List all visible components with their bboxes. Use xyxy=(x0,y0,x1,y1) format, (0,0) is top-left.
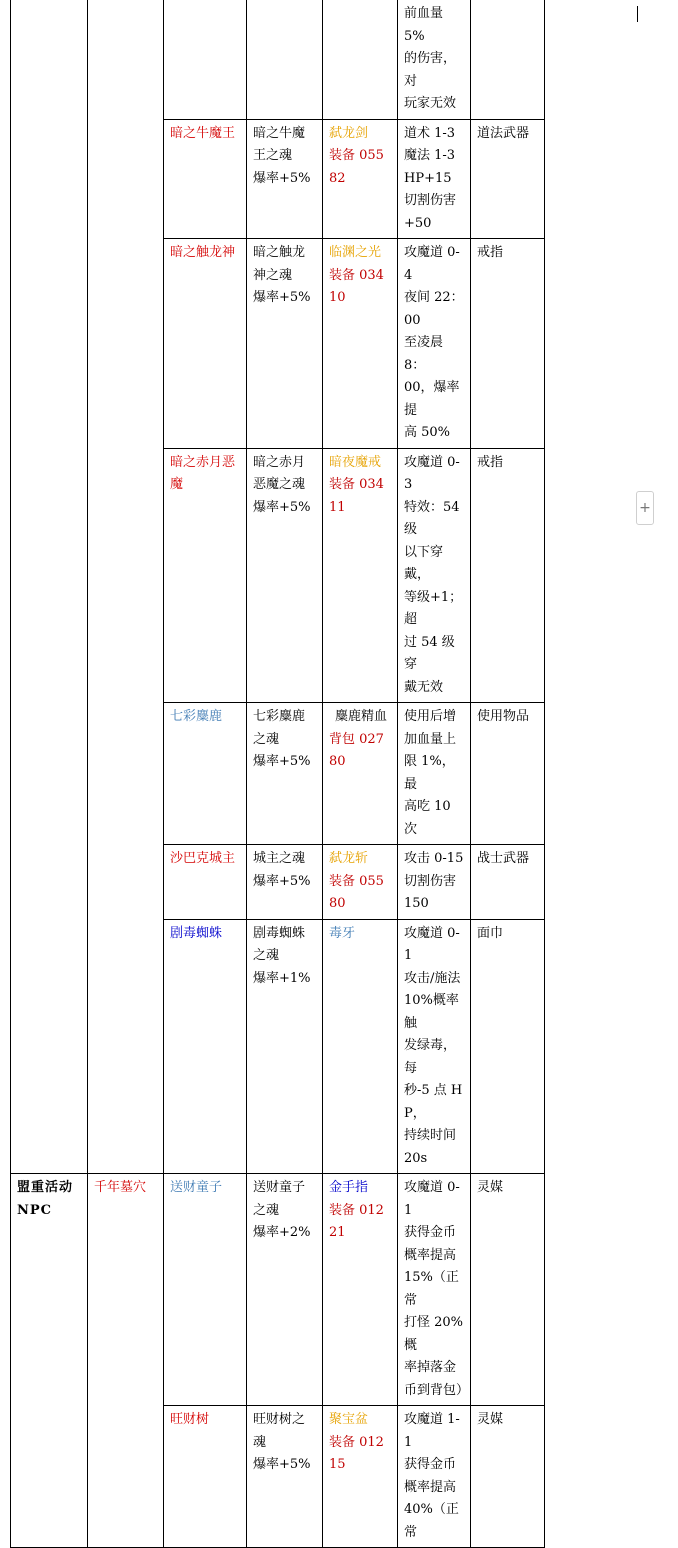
drop-line: 魂 xyxy=(253,1434,267,1450)
effect-line: 加血量上 xyxy=(404,731,457,747)
effect-cell xyxy=(398,239,471,449)
drop-line: 暗之触龙 xyxy=(253,245,306,260)
item-code: 装备 03411 xyxy=(329,477,384,515)
effect-line: 夜间 22：00 xyxy=(404,290,464,328)
effect-line: 切割伤害 xyxy=(404,873,457,889)
item-code: 装备 03410 xyxy=(329,267,384,305)
monster-cell xyxy=(164,0,247,119)
item-type: 戒指 xyxy=(477,245,504,260)
drop-line: 之魂 xyxy=(253,948,280,963)
effect-line: 的伤害，对 xyxy=(404,51,457,89)
monster-cell xyxy=(164,1174,247,1406)
item-cell xyxy=(323,0,398,119)
type-cell xyxy=(471,845,545,920)
monster-cell xyxy=(164,919,247,1174)
effect-line: 戴无效 xyxy=(404,679,444,695)
effect-cell xyxy=(398,703,471,845)
monster-name: 剧毒蜘蛛 xyxy=(170,925,223,941)
drop-line: 爆率+5% xyxy=(253,754,311,769)
effect-line: 攻魔道 0-4 xyxy=(404,245,460,283)
monster-cell xyxy=(164,845,247,920)
effect-cell xyxy=(398,119,471,239)
effect-line: 攻击/施法 xyxy=(404,970,461,986)
text-cursor xyxy=(637,6,638,22)
effect-line: 概率提高 xyxy=(404,1479,457,1495)
monster-cell xyxy=(164,1406,247,1548)
drop-line: 暗之赤月 xyxy=(253,454,306,470)
effect-line: 以下穿戴， xyxy=(404,544,444,582)
effect-line: 攻魔道 0-3 xyxy=(404,454,460,492)
table-row xyxy=(11,0,545,119)
monster-cell xyxy=(164,448,247,703)
type-cell xyxy=(471,239,545,449)
drop-line: 爆率+1% xyxy=(253,970,311,986)
drop-line: 之魂 xyxy=(253,731,280,747)
drop-line: 七彩麋鹿 xyxy=(253,709,306,724)
drop-line: 王之魂 xyxy=(253,148,293,163)
drop-cell xyxy=(247,239,323,449)
item-cell xyxy=(323,703,398,845)
item-code: 装备 01215 xyxy=(329,1434,384,1472)
npc-cell xyxy=(11,1174,88,1548)
drop-cell xyxy=(247,845,323,920)
drop-line: 暗之牛魔 xyxy=(253,125,306,141)
item-code: 背包 02780 xyxy=(329,731,384,769)
effect-line: 魔法 1-3 xyxy=(404,148,456,163)
effect-line: +50 xyxy=(404,215,432,231)
item-type: 灵媒 xyxy=(477,1180,504,1195)
effect-line: 持续时间 xyxy=(404,1128,457,1143)
effect-line: 率掉落金 xyxy=(404,1360,457,1375)
drop-line: 爆率+2% xyxy=(253,1225,311,1240)
effect-line: 使用后增 xyxy=(404,709,457,724)
effect-line: 40%（正常 xyxy=(404,1502,459,1540)
effect-line: 获得金币 xyxy=(404,1225,457,1240)
type-cell xyxy=(471,0,545,119)
effect-line: 攻击 0-15 xyxy=(404,851,464,866)
drop-line: 爆率+5% xyxy=(253,170,311,186)
table-row xyxy=(11,1174,545,1406)
item-name: 弑龙斩 xyxy=(329,851,369,866)
effect-cell xyxy=(398,845,471,920)
effect-line: 玩家无效 xyxy=(404,96,457,111)
item-cell xyxy=(323,239,398,449)
monster-name: 暗之触龙神 xyxy=(170,245,236,260)
monster-name: 暗之牛魔王 xyxy=(170,125,236,141)
item-name: 毒牙 xyxy=(329,925,356,941)
monster-name: 旺财树 xyxy=(170,1412,210,1427)
drop-line: 城主之魂 xyxy=(253,851,306,866)
item-cell xyxy=(323,1406,398,1548)
monster-name: 七彩麋鹿 xyxy=(170,709,223,724)
drop-line: 剧毒蜘蛛 xyxy=(253,925,306,941)
type-cell xyxy=(471,703,545,845)
item-name: 暗夜魔戒 xyxy=(329,454,382,470)
location-cell xyxy=(88,1174,164,1548)
item-cell xyxy=(323,919,398,1174)
location-cell xyxy=(88,0,164,1174)
effect-line: 高 50% xyxy=(404,425,451,440)
item-type: 战士武器 xyxy=(477,851,530,866)
npc-name: 盟重活动 NPC xyxy=(17,1180,74,1218)
effect-line: 00，爆率提 xyxy=(404,380,460,418)
item-cell xyxy=(323,119,398,239)
drop-cell xyxy=(247,1174,323,1406)
monster-name: 送财童子 xyxy=(170,1180,223,1195)
item-name: 弑龙剑 xyxy=(329,125,369,141)
effect-cell xyxy=(398,448,471,703)
effect-line: 等级+1；超 xyxy=(404,589,463,627)
item-name: 金手指 xyxy=(329,1180,369,1195)
drop-line: 之魂 xyxy=(253,1202,280,1218)
item-type: 使用物品 xyxy=(477,709,530,724)
effect-line: HP+15 xyxy=(404,170,452,186)
npc-cell xyxy=(11,0,88,1174)
effect-line: 限 1%，最 xyxy=(404,754,455,792)
effect-line: 发绿毒，每 xyxy=(404,1038,457,1076)
drop-cell xyxy=(247,703,323,845)
effect-line: 至凌晨 8： xyxy=(404,335,444,373)
item-type: 道法武器 xyxy=(477,125,530,141)
type-cell xyxy=(471,119,545,239)
item-cell xyxy=(323,448,398,703)
effect-cell xyxy=(398,0,471,119)
drop-line: 恶魔之魂 xyxy=(253,477,306,492)
effect-line: 币到背包） xyxy=(404,1382,470,1398)
monster-name: 暗之赤月恶魔 xyxy=(170,454,236,492)
effect-line: 10%概率触 xyxy=(404,993,459,1031)
effect-line: 攻魔道 1-1 xyxy=(404,1412,460,1450)
drop-line: 爆率+5% xyxy=(253,873,311,889)
location-name: 千年墓穴 xyxy=(94,1180,147,1195)
item-type: 灵媒 xyxy=(477,1412,504,1427)
effect-line: 获得金币 xyxy=(404,1457,457,1472)
effect-line: 攻魔道 0-1 xyxy=(404,1180,460,1218)
item-code: 装备 05580 xyxy=(329,873,384,911)
drop-cell xyxy=(247,119,323,239)
effect-line: 攻魔道 0-1 xyxy=(404,925,460,963)
drop-line: 爆率+5% xyxy=(253,1457,311,1472)
item-cell xyxy=(323,1174,398,1406)
drop-cell xyxy=(247,0,323,119)
effect-cell xyxy=(398,1406,471,1548)
drop-line: 送财童子 xyxy=(253,1180,306,1195)
effect-line: 前血量 5% xyxy=(404,6,444,44)
item-name: 临渊之光 xyxy=(329,245,382,260)
type-cell xyxy=(471,1174,545,1406)
item-name: 聚宝盆 xyxy=(329,1412,369,1427)
drop-line: 旺财树之 xyxy=(253,1412,306,1427)
type-cell xyxy=(471,919,545,1174)
add-column-button[interactable]: + xyxy=(636,491,654,525)
effect-line: 道术 1-3 xyxy=(404,125,456,141)
monster-cell xyxy=(164,119,247,239)
drop-line: 神之魂 xyxy=(253,267,293,283)
drop-cell xyxy=(247,1406,323,1548)
drop-line: 爆率+5% xyxy=(253,499,311,515)
effect-line: 特效：54 级 xyxy=(404,499,460,537)
effect-line: 切割伤害 xyxy=(404,193,457,208)
monster-name: 沙巴克城主 xyxy=(170,851,236,866)
effect-line: 150 xyxy=(404,896,429,911)
drop-table xyxy=(10,0,545,1548)
drop-line: 爆率+5% xyxy=(253,290,311,305)
item-name: 麋鹿精血 xyxy=(335,709,388,724)
effect-line: 过 54 级穿 xyxy=(404,634,455,672)
item-cell xyxy=(323,845,398,920)
drop-cell xyxy=(247,919,323,1174)
item-type: 戒指 xyxy=(477,454,504,470)
drop-cell xyxy=(247,448,323,703)
item-code: 装备 05582 xyxy=(329,148,384,186)
effect-line: 15%（正常 xyxy=(404,1270,459,1308)
effect-line: 秒-5 点 HP， xyxy=(404,1083,463,1121)
monster-cell xyxy=(164,703,247,845)
item-code: 装备 01221 xyxy=(329,1202,384,1240)
effect-line: 高吃 10 次 xyxy=(404,799,451,837)
type-cell xyxy=(471,448,545,703)
effect-line: 概率提高 xyxy=(404,1247,457,1263)
effect-line: 打怪 20%概 xyxy=(404,1315,464,1353)
effect-line: 20s xyxy=(404,1150,428,1166)
effect-cell xyxy=(398,919,471,1174)
monster-cell xyxy=(164,239,247,449)
effect-cell xyxy=(398,1174,471,1406)
type-cell xyxy=(471,1406,545,1548)
item-type: 面巾 xyxy=(477,925,504,941)
